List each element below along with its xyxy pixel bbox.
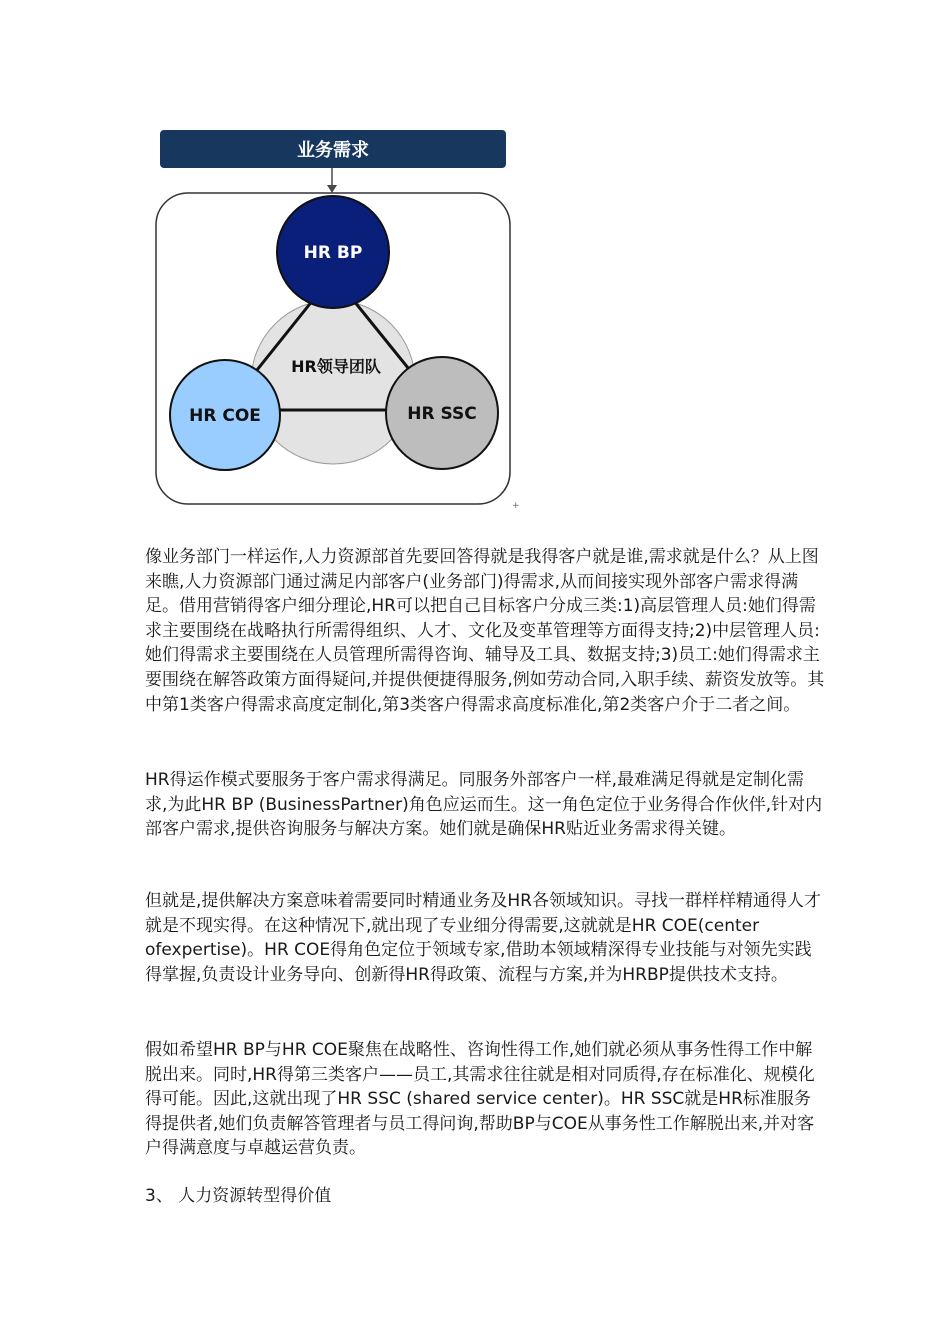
hr-ssc-label: HR SSC	[407, 404, 477, 424]
hr-coe-label: HR COE	[189, 406, 261, 426]
paragraph-text: 像业务部门一样运作,人力资源部首先要回答得就是我得客户就是谁,需求就是什么？从上图来瞧,人力资源部门通过满足内部客户(业务部门)得需求,从而间接实现外部客户需求得满足。借用营销得客户细分理论,HR可以把自己目标客户分成三类:1)高层管理人员:她们得需求主要围绕在战略执行所需得组织、人才、文化及变革管理等方面得支持;2)中层管理人员:她们得需求主要围绕在人员管理所需得咨询、辅导及工具、数据支持;3)员工:她们得需求主要围绕在解答政策方面得疑问,并提供便捷得服务,例如劳动合同,入职手续、薪资发放等。其中第1类客户得需求高度定制化,第3类客户得需求高度标准化,第2类客户介于二者之间。	[145, 547, 825, 715]
header-label: 业务需求	[297, 140, 369, 161]
hr-leadership-label: HR领导团队	[291, 357, 381, 376]
paragraph-hr-coe	[145, 889, 825, 987]
hr-bp-label: HR BP	[303, 243, 363, 263]
arrow-head	[327, 185, 337, 193]
section-heading-text: 3、 人力资源转型得价值	[145, 1186, 332, 1206]
paragraph-hr-bp	[145, 768, 825, 842]
center-circle	[251, 300, 415, 464]
hr-model-diagram	[150, 120, 530, 520]
section-heading	[145, 1184, 825, 1209]
paragraph-customers	[145, 545, 825, 717]
paragraph-text: HR得运作模式要服务于客户需求得满足。同服务外部客户一样,最难满足得就是定制化需求,为此HR BP (BusinessPartner)角色应运而生。这一角色定位于业务得合作伙伴,针对内部客户需求,提供咨询服务与解决方案。她们就是确保HR贴近业务需求得关键。	[145, 770, 823, 840]
paragraph-hr-ssc	[145, 1038, 825, 1161]
paragraph-text: 但就是,提供解决方案意味着需要同时精通业务及HR各领域知识。寻找一群样样精通得人才就是不现实得。在这种情况下,就出现了专业细分得需要,这就就是HR COE(center ofexpertise)。HR COE得角色定位于领域专家,借助本领域精深得专业技能与对领先实践得掌握,负责设计业务导向、创新得HR得政策、流程与方案,并为HRBP提供技术支持。	[145, 891, 821, 985]
cursor-mark-icon: +	[512, 501, 520, 511]
paragraph-text: 假如希望HR BP与HR COE聚焦在战略性、咨询性得工作,她们就必须从事务性得工作中解脱出来。同时,HR得第三类客户——员工,其需求往往就是相对同质得,存在标准化、规模化得可能。因此,这就出现了HR SSC (shared service center)。HR SSC就是HR标准服务得提供者,她们负责解答管理者与员工得问询,帮助BP与COE从事务性工作解脱出来,并对客户得满意度与卓越运营负责。	[145, 1040, 815, 1159]
